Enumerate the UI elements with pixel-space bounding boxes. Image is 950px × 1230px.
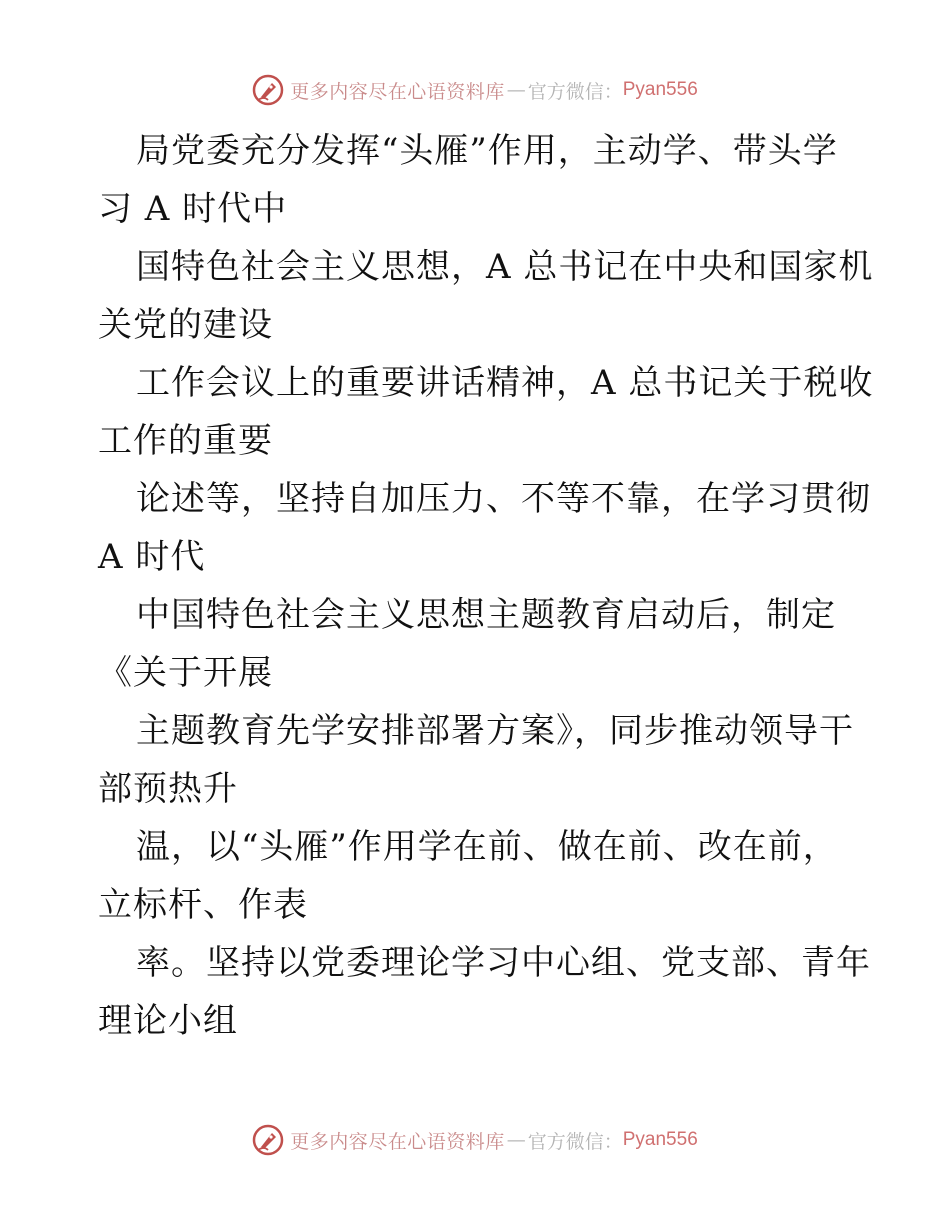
paragraph-line: 关党的建设 [98, 305, 273, 345]
header-contact-id: Pyan556 [622, 79, 698, 100]
footer-separator: — [506, 1129, 526, 1151]
header-separator: — [506, 79, 526, 101]
footer-contact-id: Pyan556 [622, 1129, 698, 1150]
footer-banner [0, 1122, 950, 1158]
paragraph-line: 立标杆、作表 [98, 885, 308, 925]
paragraph-line: 论述等，坚持自加压力、不等不靠，在学习贯彻 [136, 479, 871, 519]
paragraph-line: 温，以“头雁”作用学在前、做在前、改在前， [136, 827, 838, 867]
footer-brand: 更多内容尽在心语资料库 [290, 1130, 505, 1153]
paragraph-line: 主题教育先学安排部署方案》，同步推动领导干 [136, 711, 854, 751]
paragraph-line: 理论小组 [98, 1001, 238, 1041]
paragraph-line: 部预热升 [98, 769, 238, 809]
header-brand: 更多内容尽在心语资料库 [290, 80, 505, 103]
paragraph-line: 习 A 时代中 [98, 189, 288, 229]
paragraph-line: 工作的重要 [98, 421, 273, 461]
paragraph-line: A 时代 [98, 537, 206, 577]
paragraph-line: 工作会议上的重要讲话精神，A 总书记关于税收 [136, 363, 874, 403]
pen-nib-logo-icon [252, 1124, 284, 1156]
header-contact-label: 官方微信： [527, 80, 623, 103]
paragraph-line: 率。坚持以党委理论学习中心组、党支部、青年 [136, 943, 871, 983]
footer-contact-label: 官方微信： [527, 1130, 623, 1153]
header-banner [0, 72, 950, 108]
document-body [98, 122, 874, 1050]
paragraph-line: 局党委充分发挥“头雁”作用，主动学、带头学 [136, 131, 838, 171]
paragraph-line: 国特色社会主义思想，A 总书记在中央和国家机 [136, 247, 874, 287]
paragraph-line: 中国特色社会主义思想主题教育启动后，制定 [136, 595, 836, 635]
paragraph-line: 《关于开展 [98, 653, 273, 693]
pen-nib-logo-icon [252, 74, 284, 106]
